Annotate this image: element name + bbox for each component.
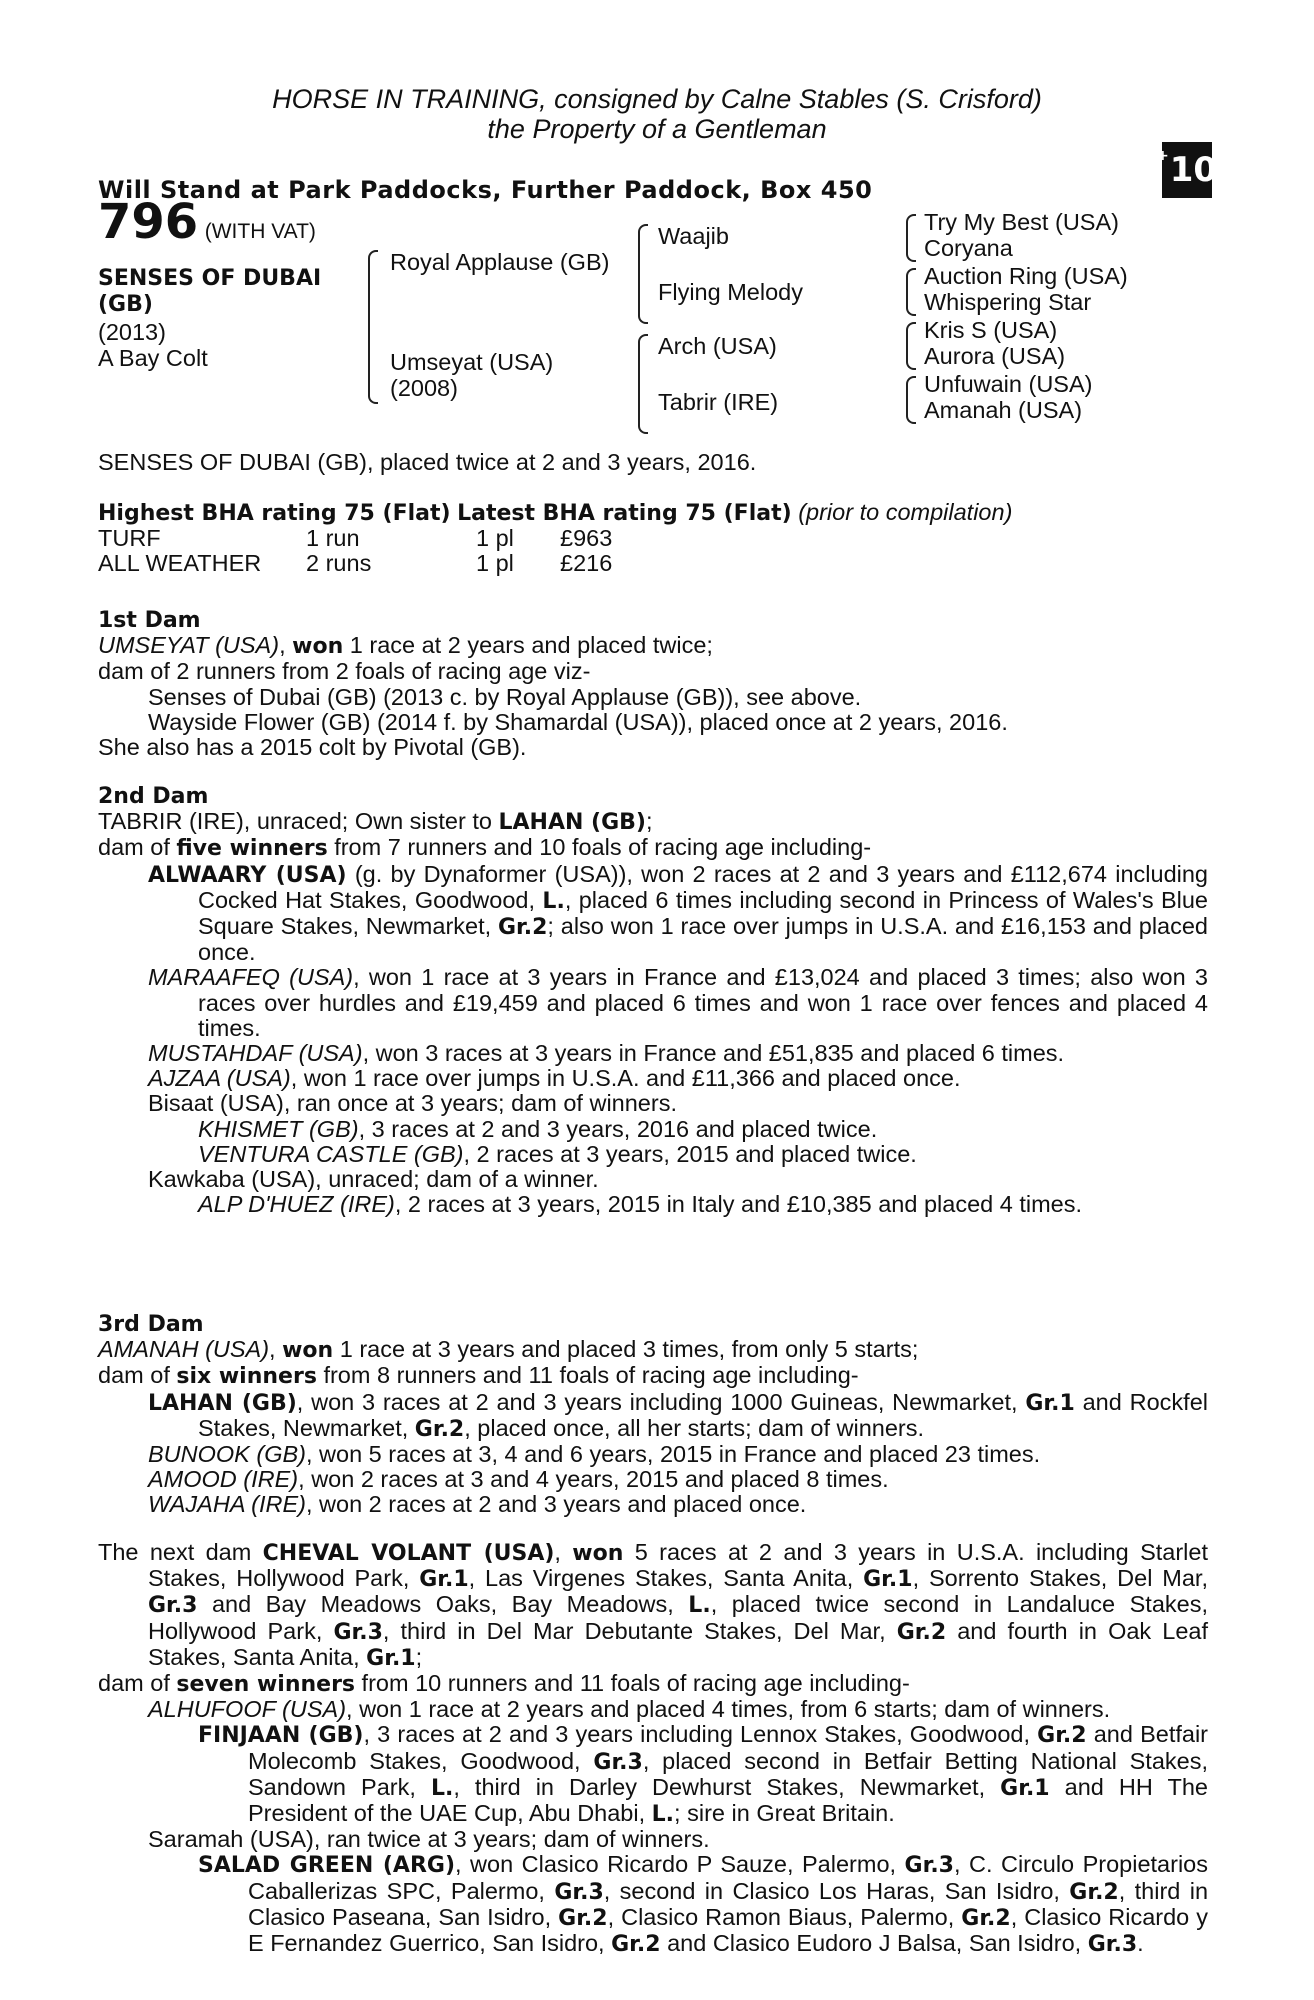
dam-record: 1 race at 2 years and placed twice;: [343, 632, 713, 659]
dam-produce-line: [98, 1671, 1208, 1697]
progeny-text: , won 1 race at 2 years and placed 4 times, from 6 starts; dam of winners.: [346, 1696, 1111, 1723]
dam-line: UMSEYAT (USA), won 1 race at 2 years and placed twice;: [98, 632, 713, 660]
dam-name: AMANAH (USA): [98, 1336, 270, 1363]
race-grade: Gr.1: [419, 1567, 469, 1593]
record-runs: 1 run: [306, 525, 360, 551]
horse-description: A Bay Colt: [98, 345, 208, 371]
progeny-text: , won 1 race at 3 years in France and £13,024 and placed 3 times; also won 3 races over hurdles and £19,459 and placed 6 times and won 1 race over fences and placed 4 times.: [198, 964, 1208, 1041]
race-grade: L.: [651, 1802, 675, 1828]
progeny-text: , Clasico Ricardo y E Fernandez Guerrico, San Isidro,: [248, 1903, 1208, 1957]
progeny-entry: [98, 1041, 1208, 1066]
badge-plus: +: [1156, 148, 1169, 164]
race-grade: Gr.1: [1025, 1390, 1075, 1416]
progeny-entry: Kawkaba (USA), unraced; dam of a winner.: [148, 1166, 599, 1193]
section-heading: 2nd Dam: [98, 784, 209, 809]
latest-rating: Latest BHA rating 75 (Flat): [457, 501, 792, 526]
dam-text: from 7 runners and 10 foals of racing age including-: [327, 834, 872, 861]
race-grade: Gr.3: [333, 1619, 383, 1645]
record-placed: 1 pl: [476, 525, 514, 551]
punct: .: [1137, 1930, 1144, 1957]
first-dam-section: [98, 608, 1208, 760]
race-grade: Gr.2: [1069, 1879, 1119, 1905]
winners-count: seven winners: [176, 1672, 356, 1698]
progeny-text: and Clasico Eudoro J Balsa, San Isidro,: [660, 1930, 1088, 1957]
next-dam-line: [98, 1540, 1208, 1671]
dam-note: She also has a 2015 colt by Pivotal (GB).: [98, 734, 527, 761]
race-summary: SENSES OF DUBAI (GB), placed twice at 2 and 3 years, 2016.: [98, 449, 757, 475]
grand-progeny-entry: [98, 1142, 1208, 1167]
rating-note: (prior to compilation): [798, 499, 1013, 525]
next-dam-section: [98, 1540, 1208, 1957]
dam-name: UMSEYAT (USA): [98, 632, 280, 659]
progeny-text: and Rockfel Stakes, Newmarket,: [198, 1388, 1208, 1441]
pedigree-brace-ss: [906, 214, 916, 262]
pedigree-brace-main: [368, 250, 378, 404]
sister-name: LAHAN (GB): [498, 810, 646, 836]
punct: ;: [415, 1643, 423, 1670]
progeny-name: SALAD GREEN (ARG): [198, 1853, 456, 1879]
progeny-name: VENTURA CASTLE (GB): [198, 1140, 464, 1167]
stand-location: Will Stand at Park Paddocks, Further Paddock, Box 450: [98, 176, 873, 204]
dam-produce-line: [98, 1363, 1208, 1389]
pedigree-brace-dd: [906, 376, 916, 424]
record-prize: £963: [560, 525, 613, 551]
race-grade: Gr.3: [554, 1879, 604, 1905]
horse-country: (GB): [98, 292, 153, 317]
race-grade: Gr.2: [558, 1905, 608, 1931]
pedigree-sd: Flying Melody: [658, 279, 803, 305]
second-dam-section: [98, 784, 1208, 1217]
progeny-name: WAJAHA (IRE): [148, 1491, 306, 1518]
third-dam-section: [98, 1312, 1208, 1518]
progeny-entry: [98, 1467, 1208, 1492]
grand-progeny-entry: [98, 1722, 1208, 1827]
race-grade: Gr.2: [961, 1905, 1011, 1931]
lot-number: 796: [98, 194, 199, 250]
progeny-name: MARAAFEQ (USA): [148, 964, 354, 991]
race-grade: Gr.1: [366, 1645, 416, 1671]
dam-text: , third in Del Mar Debutante Stakes, Del Mar,: [382, 1617, 897, 1644]
record-placed: 1 pl: [476, 550, 514, 576]
horse-name: SENSES OF DUBAI: [98, 266, 322, 291]
progeny-name: MUSTAHDAF (USA): [148, 1040, 363, 1067]
section-heading: 3rd Dam: [98, 1312, 204, 1337]
progeny-name: FINJAAN (GB): [198, 1723, 364, 1749]
lot-badge: [1156, 142, 1218, 198]
record-surface: ALL WEATHER: [98, 550, 262, 576]
pedigree-ss: Waajib: [658, 223, 729, 249]
progeny-text: , Clasico Ramon Biaus, Palermo,: [607, 1903, 962, 1930]
race-grade: Gr.2: [896, 1619, 947, 1645]
rating-line: [98, 500, 1012, 526]
progeny-name: KHISMET (GB): [198, 1115, 359, 1142]
progeny-text: , won 1 race over jumps in U.S.A. and £11,366 and placed once.: [290, 1065, 961, 1092]
progeny-name: BUNOOK (GB): [148, 1441, 306, 1468]
progeny-entry: [98, 1492, 1208, 1517]
grand-progeny-entry: [98, 1117, 1208, 1142]
pedigree-sdd: Whispering Star: [924, 289, 1092, 315]
race-grade: Gr.1: [863, 1567, 913, 1593]
pedigree-dss: Kris S (USA): [924, 317, 1058, 343]
progeny-text: , placed once, all her starts; dam of winners.: [464, 1414, 925, 1441]
progeny-text: , won Clasico Ricardo P Sauze, Palermo,: [455, 1851, 905, 1878]
dam-text: dam of: [98, 1670, 177, 1697]
pedigree-dds: Unfuwain (USA): [924, 371, 1093, 397]
progeny-entry: [98, 1697, 1208, 1722]
pedigree-ssd: Coryana: [924, 235, 1013, 261]
pedigree-brace-ds: [906, 322, 916, 370]
pedigree-sire: Royal Applause (GB): [390, 249, 610, 275]
progeny-text: , won 2 races at 3 and 4 years, 2015 and placed 8 times.: [298, 1466, 889, 1493]
punct: ;: [645, 808, 653, 835]
horse-year: (2013): [98, 319, 166, 345]
race-grade: Gr.3: [904, 1853, 954, 1879]
dam-produce-line: [98, 835, 1208, 861]
race-grade: Gr.3: [593, 1749, 643, 1775]
race-grade: Gr.3: [148, 1593, 198, 1619]
race-grade: L.: [542, 888, 565, 914]
dam-text: dam of: [98, 834, 177, 861]
progeny-text: , third in Clasico Paseana, San Isidro,: [248, 1877, 1209, 1930]
pedigree-brace-sire: [638, 224, 648, 324]
progeny-text: (g. by Dynaformer (USA)), won 2 races at 2 and 3 years and £112,674 including Cocked Hat Stakes, Goodwood,: [198, 860, 1209, 913]
vat-note: (WITH VAT): [204, 220, 316, 243]
progeny-entry: [98, 1066, 1208, 1091]
dam-produce-line: dam of 2 runners from 2 foals of racing age viz-: [98, 658, 591, 685]
catalogue-header-line1: HORSE IN TRAINING, consigned by Calne Stables (S. Crisford): [272, 84, 1042, 114]
progeny-text: , won 5 races at 3, 4 and 6 years, 2015 in France and placed 23 times.: [305, 1441, 1041, 1468]
progeny-entry: Saramah (USA), ran twice at 3 years; dam of winners.: [148, 1826, 710, 1853]
progeny-entry: [98, 1442, 1208, 1467]
progeny-text: , 3 races at 2 and 3 years including Lennox Stakes, Goodwood,: [363, 1721, 1038, 1748]
pedigree-dam: Umseyat (USA): [390, 349, 554, 375]
progeny-text: ; sire in Great Britain.: [674, 1800, 895, 1827]
record-runs: 2 runs: [306, 550, 372, 576]
pedigree-brace-sd: [906, 268, 916, 316]
dam-text: , Las Virgenes Stakes, Santa Anita,: [468, 1565, 864, 1592]
won-label: won: [572, 1541, 624, 1566]
progeny-entry: [98, 1390, 1208, 1442]
foal-line: Senses of Dubai (GB) (2013 c. by Royal Applause (GB)), see above.: [148, 683, 862, 710]
progeny-name: ALHUFOOF (USA): [148, 1696, 347, 1723]
race-grade: Gr.2: [497, 915, 548, 941]
progeny-name: AMOOD (IRE): [148, 1466, 299, 1493]
dam-text: from 10 runners and 11 foals of racing age including-: [355, 1670, 910, 1697]
progeny-text: and Betfair Molecomb Stakes, Goodwood,: [248, 1721, 1208, 1774]
progeny-text: , won 2 races at 2 and 3 years and placed once.: [305, 1491, 807, 1518]
won-label: won: [292, 634, 344, 660]
progeny-text: , won 3 races at 3 years in France and £51,835 and placed 6 times.: [362, 1040, 1065, 1067]
progeny-text: , third in Darley Dewhurst Stakes, Newmarket,: [453, 1773, 1001, 1800]
progeny-text: , placed second in Betfair Betting National Stakes, Sandown Park,: [248, 1747, 1208, 1800]
record-prize: £216: [560, 550, 613, 576]
lot-number-row: [98, 194, 316, 250]
pedigree-dam-year: (2008): [390, 375, 458, 401]
pedigree-ds: Arch (USA): [658, 333, 777, 359]
dam-text: and fourth in Oak Leaf Stakes, Santa Anita,: [148, 1617, 1208, 1670]
progeny-text: , 2 races at 3 years, 2015 in Italy and £10,385 and placed 4 times.: [394, 1191, 1083, 1218]
dam-text: , placed twice second in Landaluce Stakes, Hollywood Park,: [148, 1591, 1208, 1644]
progeny-text: ; also won 1 race over jumps in U.S.A. and £16,153 and placed once.: [198, 913, 1209, 966]
race-grade: Gr.1: [1000, 1775, 1050, 1801]
grand-progeny-entry: [98, 1192, 1208, 1217]
race-grade: Gr.2: [611, 1932, 661, 1958]
badge-number: 10: [1169, 150, 1218, 190]
dam-text: 5 races at 2 and 3 years in U.S.A. including Starlet Stakes, Hollywood Park,: [148, 1539, 1208, 1592]
dam-line: AMANAH (USA), won 1 race at 3 years and placed 3 times, from only 5 starts;: [98, 1336, 919, 1364]
pedigree-dd: Tabrir (IRE): [658, 389, 779, 415]
pedigree-ddd: Amanah (USA): [924, 397, 1083, 423]
progeny-entry: [98, 862, 1208, 966]
progeny-entry: Bisaat (USA), ran once at 3 years; dam of winners.: [148, 1090, 677, 1117]
highest-rating: Highest BHA rating 75 (Flat): [98, 501, 451, 526]
dam-text: , Sorrento Stakes, Del Mar,: [912, 1565, 1208, 1592]
progeny-name: AJZAA (USA): [148, 1065, 291, 1092]
punct: ,: [554, 1539, 573, 1565]
progeny-text: , won 3 races at 2 and 3 years including 1000 Guineas, Newmarket,: [296, 1388, 1026, 1415]
foal-line: Wayside Flower (GB) (2014 f. by Shamardal (USA)), placed once at 2 years, 2016.: [148, 708, 1008, 735]
dam-record: 1 race at 3 years and placed 3 times, from only 5 starts;: [333, 1336, 919, 1363]
progeny-text: and HH The President of the UAE Cup, Abu Dhabi,: [248, 1773, 1208, 1827]
section-heading: 1st Dam: [98, 608, 201, 633]
pedigree-sss: Try My Best (USA): [924, 209, 1119, 235]
dam-text: and Bay Meadows Oaks, Bay Meadows,: [197, 1591, 689, 1618]
dam-line: [98, 809, 1208, 835]
progeny-text: , second in Clasico Los Haras, San Isidro,: [603, 1877, 1070, 1904]
dam-text: from 8 runners and 11 foals of racing age including-: [316, 1362, 859, 1389]
progeny-text: , 2 races at 3 years, 2015 and placed twice.: [463, 1140, 917, 1167]
dam-text: The next dam: [98, 1539, 263, 1565]
won-label: won: [282, 1338, 334, 1364]
progeny-text: , C. Circulo Propietarios Caballerizas SPC, Palermo,: [248, 1851, 1208, 1904]
race-grade: Gr.2: [1037, 1723, 1087, 1749]
race-grade: Gr.2: [414, 1416, 465, 1442]
dam-text: TABRIR (IRE), unraced; Own sister to: [98, 808, 499, 835]
progeny-text: , placed 6 times including second in Princess of Wales's Blue Square Stakes, Newmarket,: [198, 886, 1209, 940]
progeny-text: , 3 races at 2 and 3 years, 2016 and placed twice.: [358, 1115, 878, 1142]
race-grade: Gr.3: [1087, 1932, 1138, 1958]
progeny-entry: [98, 965, 1208, 1041]
race-grade: L.: [430, 1775, 454, 1801]
pedigree-dsd: Aurora (USA): [924, 343, 1066, 369]
dam-text: dam of: [98, 1362, 177, 1389]
progeny-name: ALP D'HUEZ (IRE): [198, 1191, 395, 1218]
dam-name: CHEVAL VOLANT (USA): [262, 1541, 555, 1566]
winners-count: five winners: [176, 836, 328, 862]
race-grade: L.: [688, 1593, 711, 1619]
progeny-name: LAHAN (GB): [148, 1390, 297, 1416]
pedigree-brace-dam: [638, 334, 648, 434]
catalogue-header-line2: the Property of a Gentleman: [487, 114, 827, 144]
record-surface: TURF: [98, 525, 161, 551]
pedigree-sds: Auction Ring (USA): [924, 263, 1128, 289]
winners-count: six winners: [176, 1364, 317, 1390]
progeny-name: ALWAARY (USA): [148, 862, 347, 888]
grand-progeny-entry: [98, 1852, 1208, 1957]
